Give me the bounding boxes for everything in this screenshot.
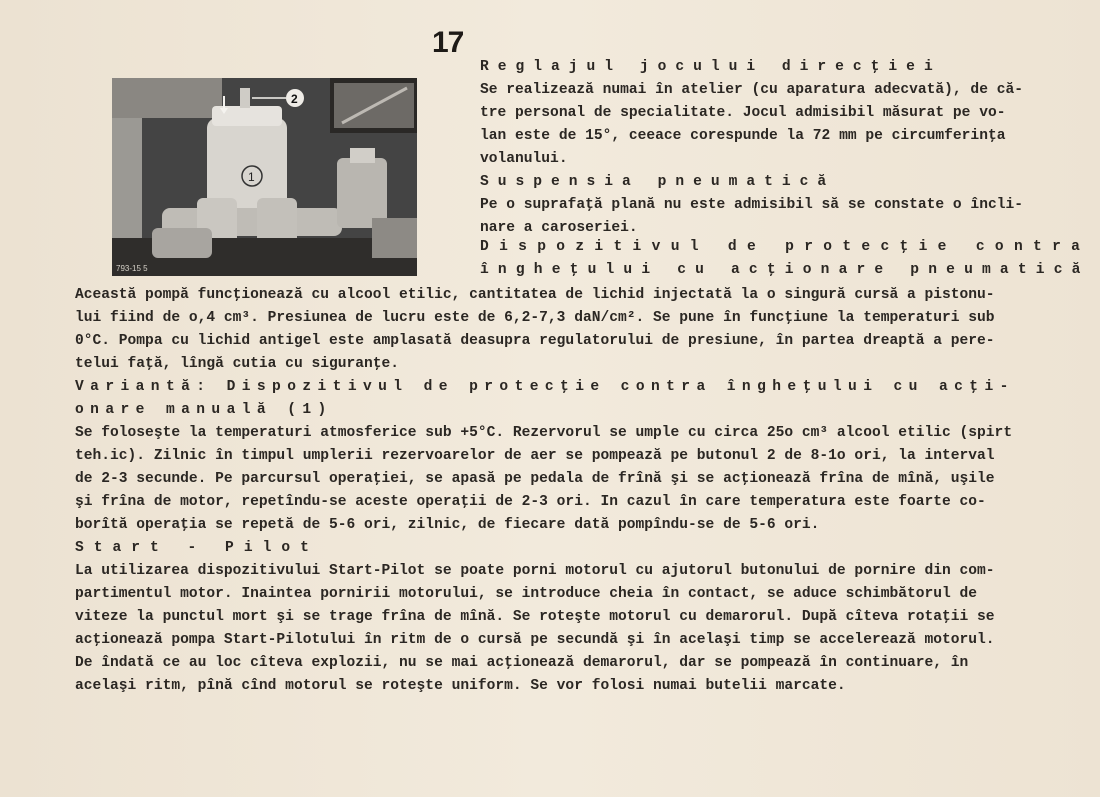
heading-variant-manual-cont: onare manuală (1) (75, 402, 333, 418)
text-line: La utilizarea dispozitivului Start-Pilot se poate porni motorul cu ajutorul butonului de pornire din com- (75, 563, 995, 579)
text-line: volanului. (480, 151, 568, 167)
callout-2-label: 2 (291, 92, 298, 106)
callout-1-label: 1 (248, 170, 255, 184)
text-line: 0°C. Pompa cu lichid antigel este amplasată deasupra regulatorului de presiune, în partea dreaptă a pere- (75, 333, 995, 349)
heading-start-pilot: Start - Pilot (75, 540, 319, 556)
text-line: teh.ic). Zilnic în timpul umplerii rezervoarelor de aer se pompează pe butonul 2 de 8-1o ori, la interval (75, 448, 995, 464)
heading-antifreeze-device: Dispozitivul de protecţie contra (480, 239, 1091, 255)
text-line: acţionează pompa Start-Pilotului în ritm de o cursă pe secundă şi în acelaşi timp se accelerează motorul. (75, 632, 995, 648)
heading-variant-manual: Variantă: Dispozitivul de protecţie contra îngheţului cu acţi- (75, 379, 1015, 395)
text-line: acelaşi ritm, pînă cînd motorul se roteşte uniform. Se vor folosi numai butelii marcate. (75, 678, 846, 694)
text-line: De îndată ce au loc cîteva explozii, nu se mai acţionează demarorul, dar se pompează în continuare, în (75, 655, 969, 671)
heading-steering-play: Reglajul jocului direcţiei (480, 59, 942, 75)
text-line: borîtă operaţia se repetă de 5-6 ori, zilnic, de fiecare dată pompîndu-se de 5-6 ori. (75, 517, 820, 533)
text-line: Pe o suprafaţă plană nu este admisibil să se constate o încli- (480, 197, 1023, 213)
heading-pneumatic-suspension: Suspensia pneumatică (480, 174, 836, 190)
antifreeze-pump-photo (112, 78, 417, 276)
text-line: viteze la punctul mort şi se trage frîna de mînă. Se roteşte motorul cu demarorul. După cîteva rotaţii se (75, 609, 995, 625)
text-line: nare a caroseriei. (480, 220, 638, 236)
text-line: Se foloseşte la temperaturi atmosferice sub +5°C. Rezervorul se umple cu circa 25o cm³ alcool etilic (spirt (75, 425, 1013, 441)
pump-illustration (112, 78, 417, 276)
page-number: 17 (432, 26, 464, 59)
text-line: Această pompă funcţionează cu alcool etilic, cantitatea de lichid injectată la o singură cursă a pistonu- (75, 287, 995, 303)
text-line: de 2-3 secunde. Pe parcursul operaţiei, se apasă pe pedala de frînă şi se acţionează frîna de mînă, uşile (75, 471, 995, 487)
text-line: lan este de 15°, ceeace corespunde la 72 mm pe circumferinţa (480, 128, 1006, 144)
text-line: şi frîna de motor, repetîndu-se aceste operaţii de 2-3 ori. In cazul în care temperatura este foarte co- (75, 494, 986, 510)
text-line: telui faţă, lîngă cutia cu siguranţe. (75, 356, 400, 372)
text-line: tre personal de specialitate. Jocul admisibil măsurat pe vo- (480, 105, 1006, 121)
text-line: partimentul motor. Inaintea pornirii motorului, se introduce cheia în contact, se aduce schimbătorul de (75, 586, 978, 602)
text-line: lui fiind de o,4 cm³. Presiunea de lucru este de 6,2-7,3 daN/cm². Se pune în funcţiune la temperaturi sub (75, 310, 995, 326)
text-line: Se realizează numai în atelier (cu aparatura adecvată), de că- (480, 82, 1023, 98)
heading-antifreeze-pneumatic: îngheţului cu acţionare pneumatică (480, 262, 1090, 278)
photo-reference-code: 793-15 5 (116, 264, 148, 273)
